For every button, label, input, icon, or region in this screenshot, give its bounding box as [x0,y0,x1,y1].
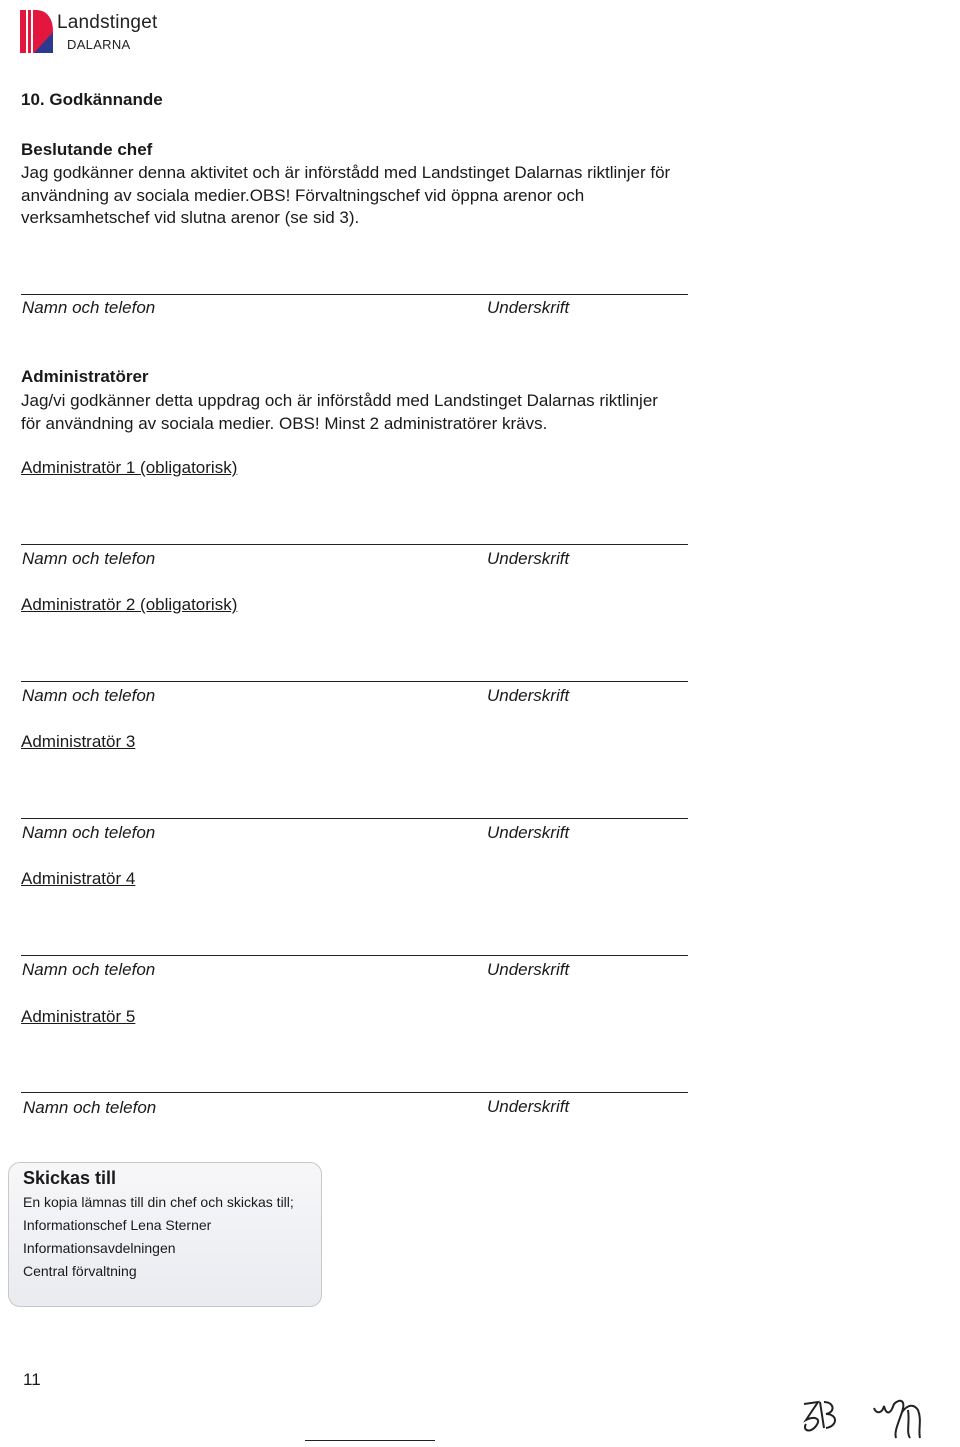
send-to-line: En kopia lämnas till din chef och skickas till; [23,1194,294,1210]
admin-1-title: Administratör 1 (obligatorisk) [21,458,238,477]
chef-line: Jag godkänner denna aktivitet och är införstådd med Landstinget Dalarnas riktlinjer för [21,163,671,182]
admins-line: Jag/vi godkänner detta uppdrag och är införstådd med Landstinget Dalarnas riktlinjer [21,391,658,410]
chef-line: verksamhetschef vid slutna arenor (se sid 3). [21,208,360,227]
send-to-line: Informationschef Lena Sterner [23,1217,212,1233]
admins-heading: Administratörer [21,367,149,386]
admin-4-signature-line[interactable] [21,955,688,956]
admin-2-title: Administratör 2 (obligatorisk) [21,595,238,614]
page-number: 11 [23,1370,41,1389]
chef-heading: Beslutande chef [21,140,153,159]
admin-1-name-label: Namn och telefon [22,549,156,568]
chef-line: användning av sociala medier.OBS! Förvaltningschef vid öppna arenor och [21,185,585,205]
admins-paragraph [21,390,721,435]
landstinget-logo-icon [20,10,53,53]
admin-5-name-label: Namn och telefon [23,1098,157,1117]
admin-3-signature-line[interactable] [21,818,688,819]
admin-3-title: Administratör 3 [21,732,136,751]
admin-5-signature-line[interactable] [21,1092,688,1093]
send-to-line: Central förvaltning [23,1263,137,1279]
admin-4-sign-label: Underskrift [487,960,570,979]
admin-3-sign-label: Underskrift [487,823,570,842]
chef-paragraph [21,162,721,230]
footer-line [305,1440,435,1441]
admin-4-name-label: Namn och telefon [22,960,156,979]
admins-line: för användning av sociala medier. OBS! Minst 2 administratörer krävs. [21,413,548,433]
section-title: 10. Godkännande [21,90,163,109]
admin-4-title: Administratör 4 [21,869,136,888]
handwritten-initials-signature [790,1390,930,1442]
admin-1-sign-label: Underskrift [487,549,570,568]
send-to-title: Skickas till [23,1168,117,1188]
admin-3-name-label: Namn och telefon [22,823,156,842]
chef-sign-label: Underskrift [487,298,570,317]
logo-subtitle: DALARNA [67,37,131,52]
logo-name: Landstinget [57,12,158,33]
admin-5-sign-label: Underskrift [487,1097,570,1116]
chef-signature-line[interactable] [21,294,688,295]
send-to-line: Informationsavdelningen [23,1240,176,1256]
admin-1-signature-line[interactable] [21,544,688,545]
chef-name-label: Namn och telefon [22,298,156,317]
admin-5-title: Administratör 5 [21,1007,136,1026]
admin-2-sign-label: Underskrift [487,686,570,705]
admin-2-name-label: Namn och telefon [22,686,156,705]
admin-2-signature-line[interactable] [21,681,688,682]
